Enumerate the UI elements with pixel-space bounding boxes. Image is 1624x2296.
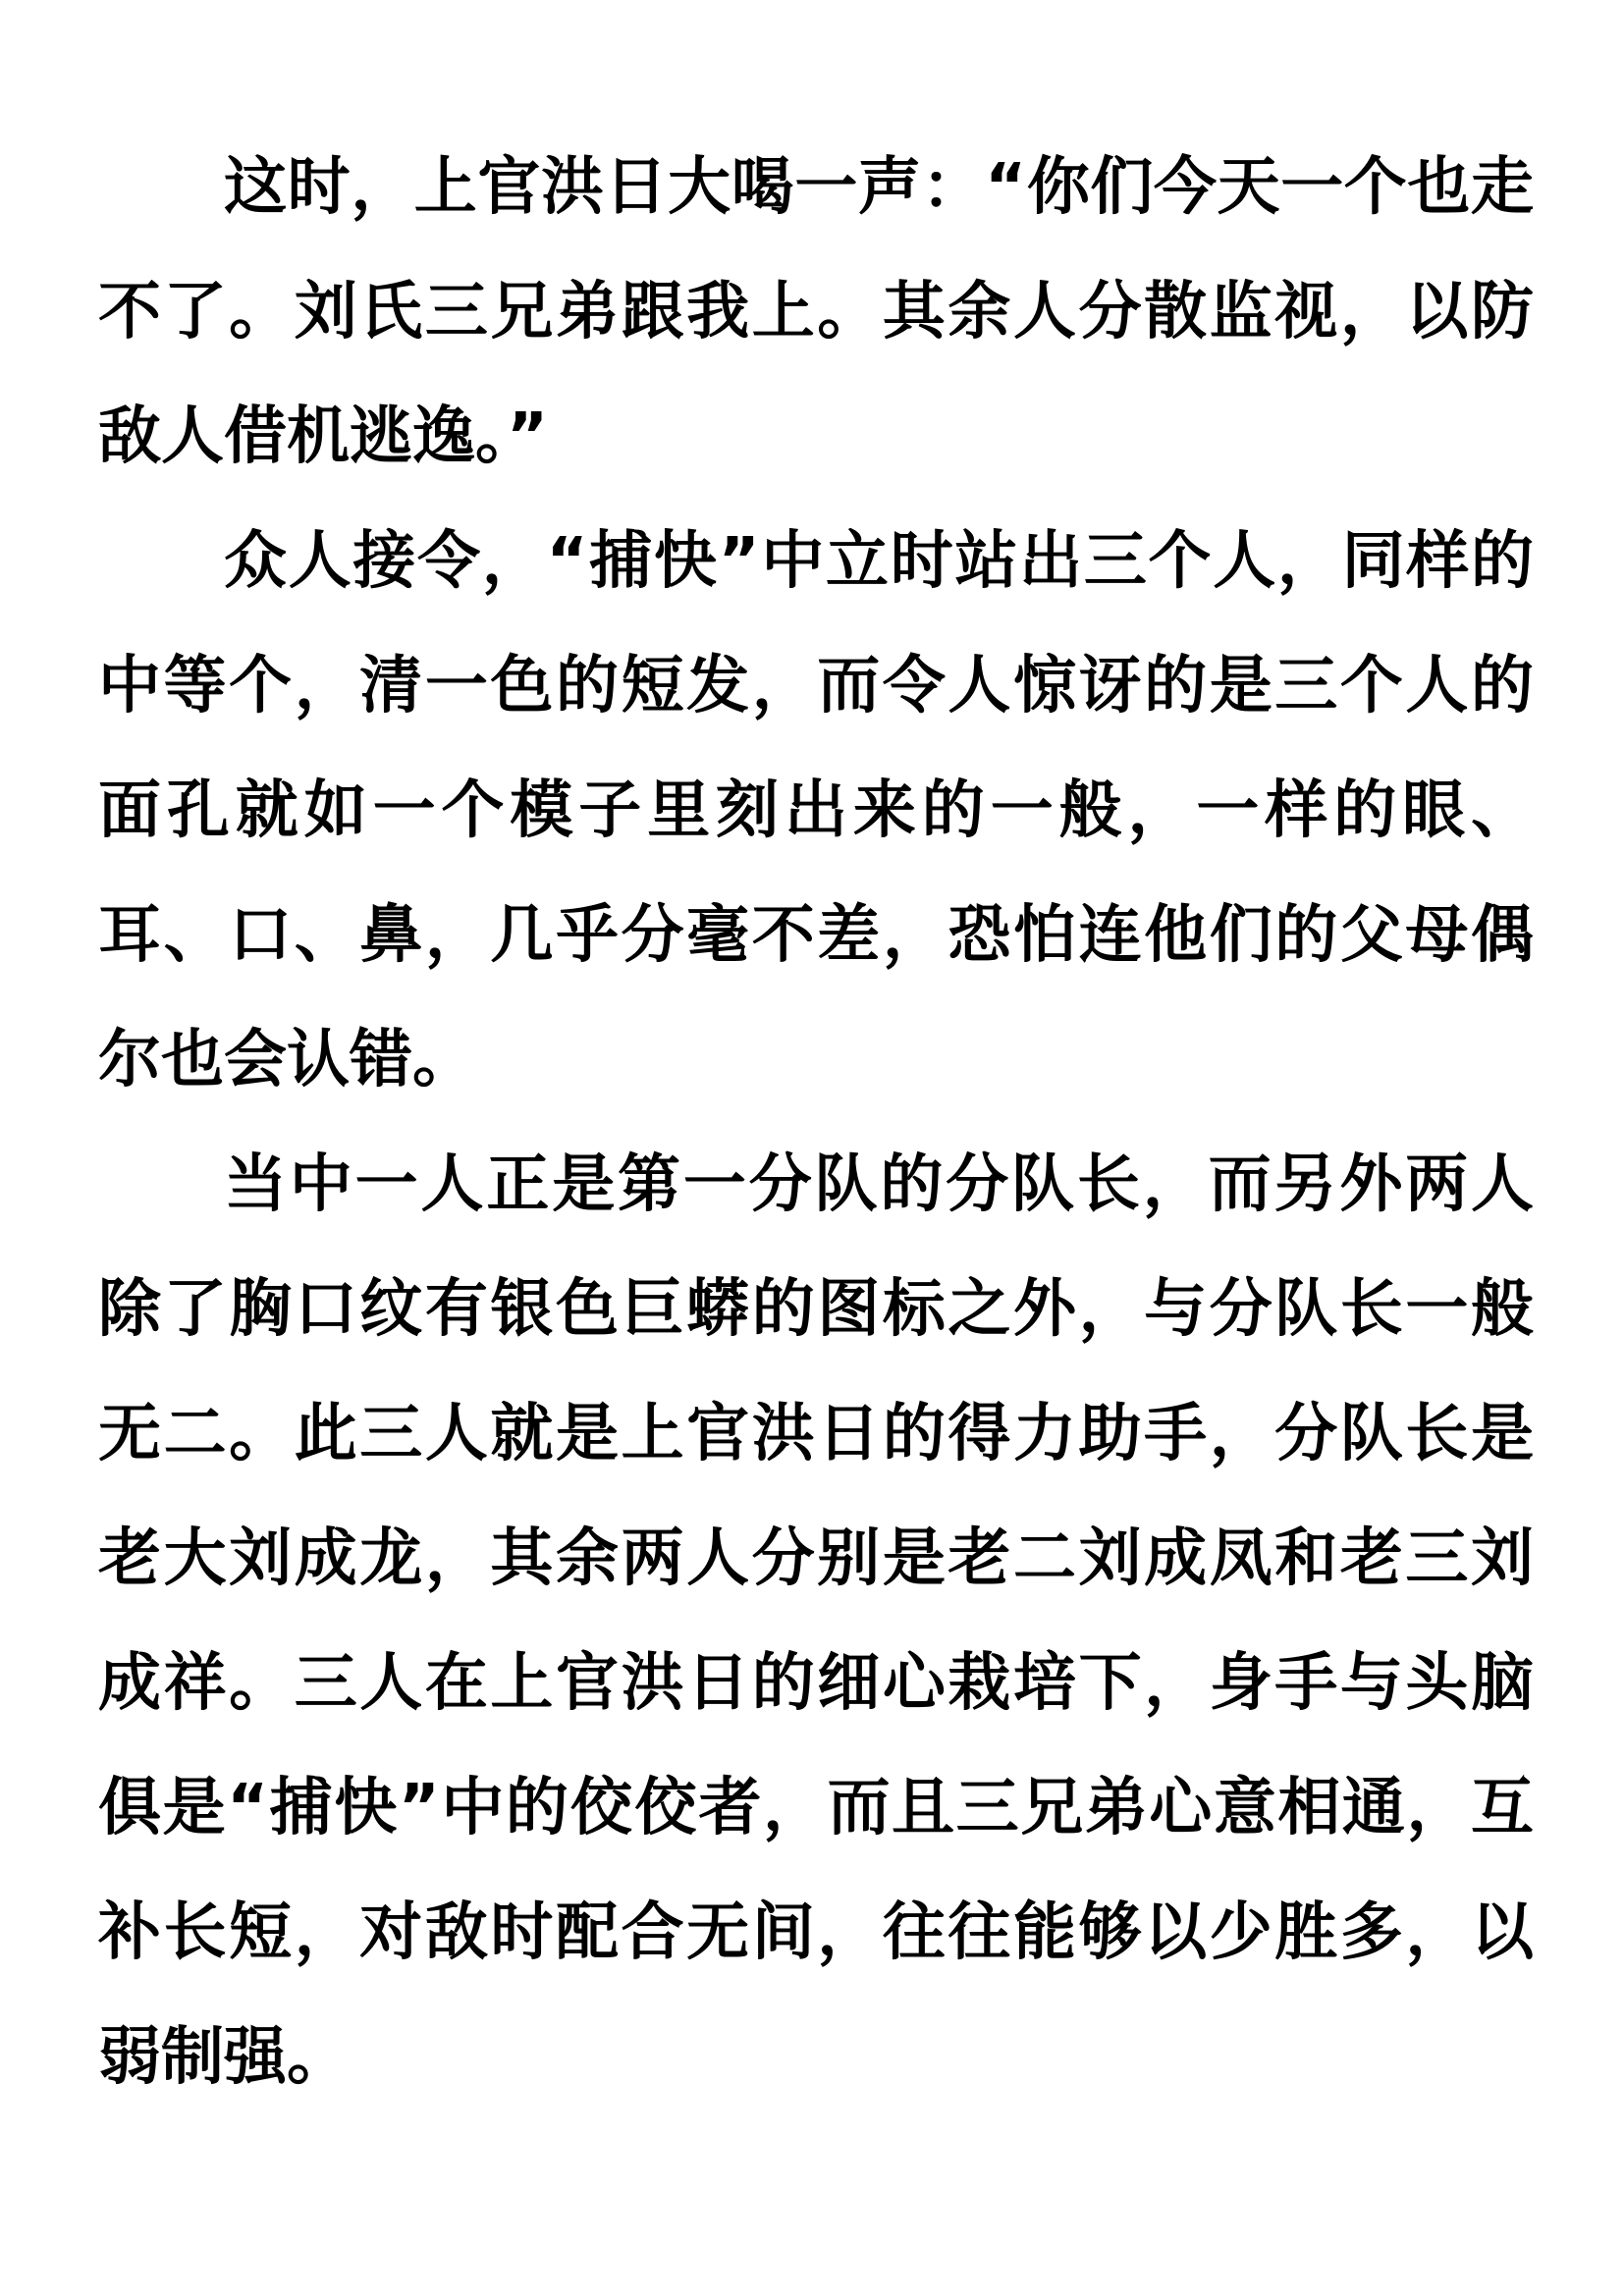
paragraph-2: 众人接令，“捕快”中立时站出三个人，同样的中等个，清一色的短发，而令人惊讶的是三个人的面孔就如一个模子里刻出来的一般，一样的眼、耳、口、鼻，几乎分毫不差，恐怕连他们的父母偶尔也会认错。 (98, 525, 1534, 1096)
paragraph-3: 当中一人正是第一分队的分队长，而另外两人除了胸口纹有银色巨蟒的图标之外，与分队长一般无二。此三人就是上官洪日的得力助手，分队长是老大刘成龙，其余两人分别是老二刘成凤和老三刘成祥。三人在上官洪日的细心栽培下，身手与头脑俱是“捕快”中的佼佼者，而且三兄弟心意相通，互补长短，对敌时配合无间，往往能够以少胜多，以弱制强。 (98, 1148, 1534, 2094)
document-page (98, 126, 1534, 2120)
paragraph-1: 这时，上官洪日大喝一声：“你们今天一个也走不了。刘氏三兄弟跟我上。其余人分散监视，以防敌人借机逃逸。” (98, 151, 1534, 473)
